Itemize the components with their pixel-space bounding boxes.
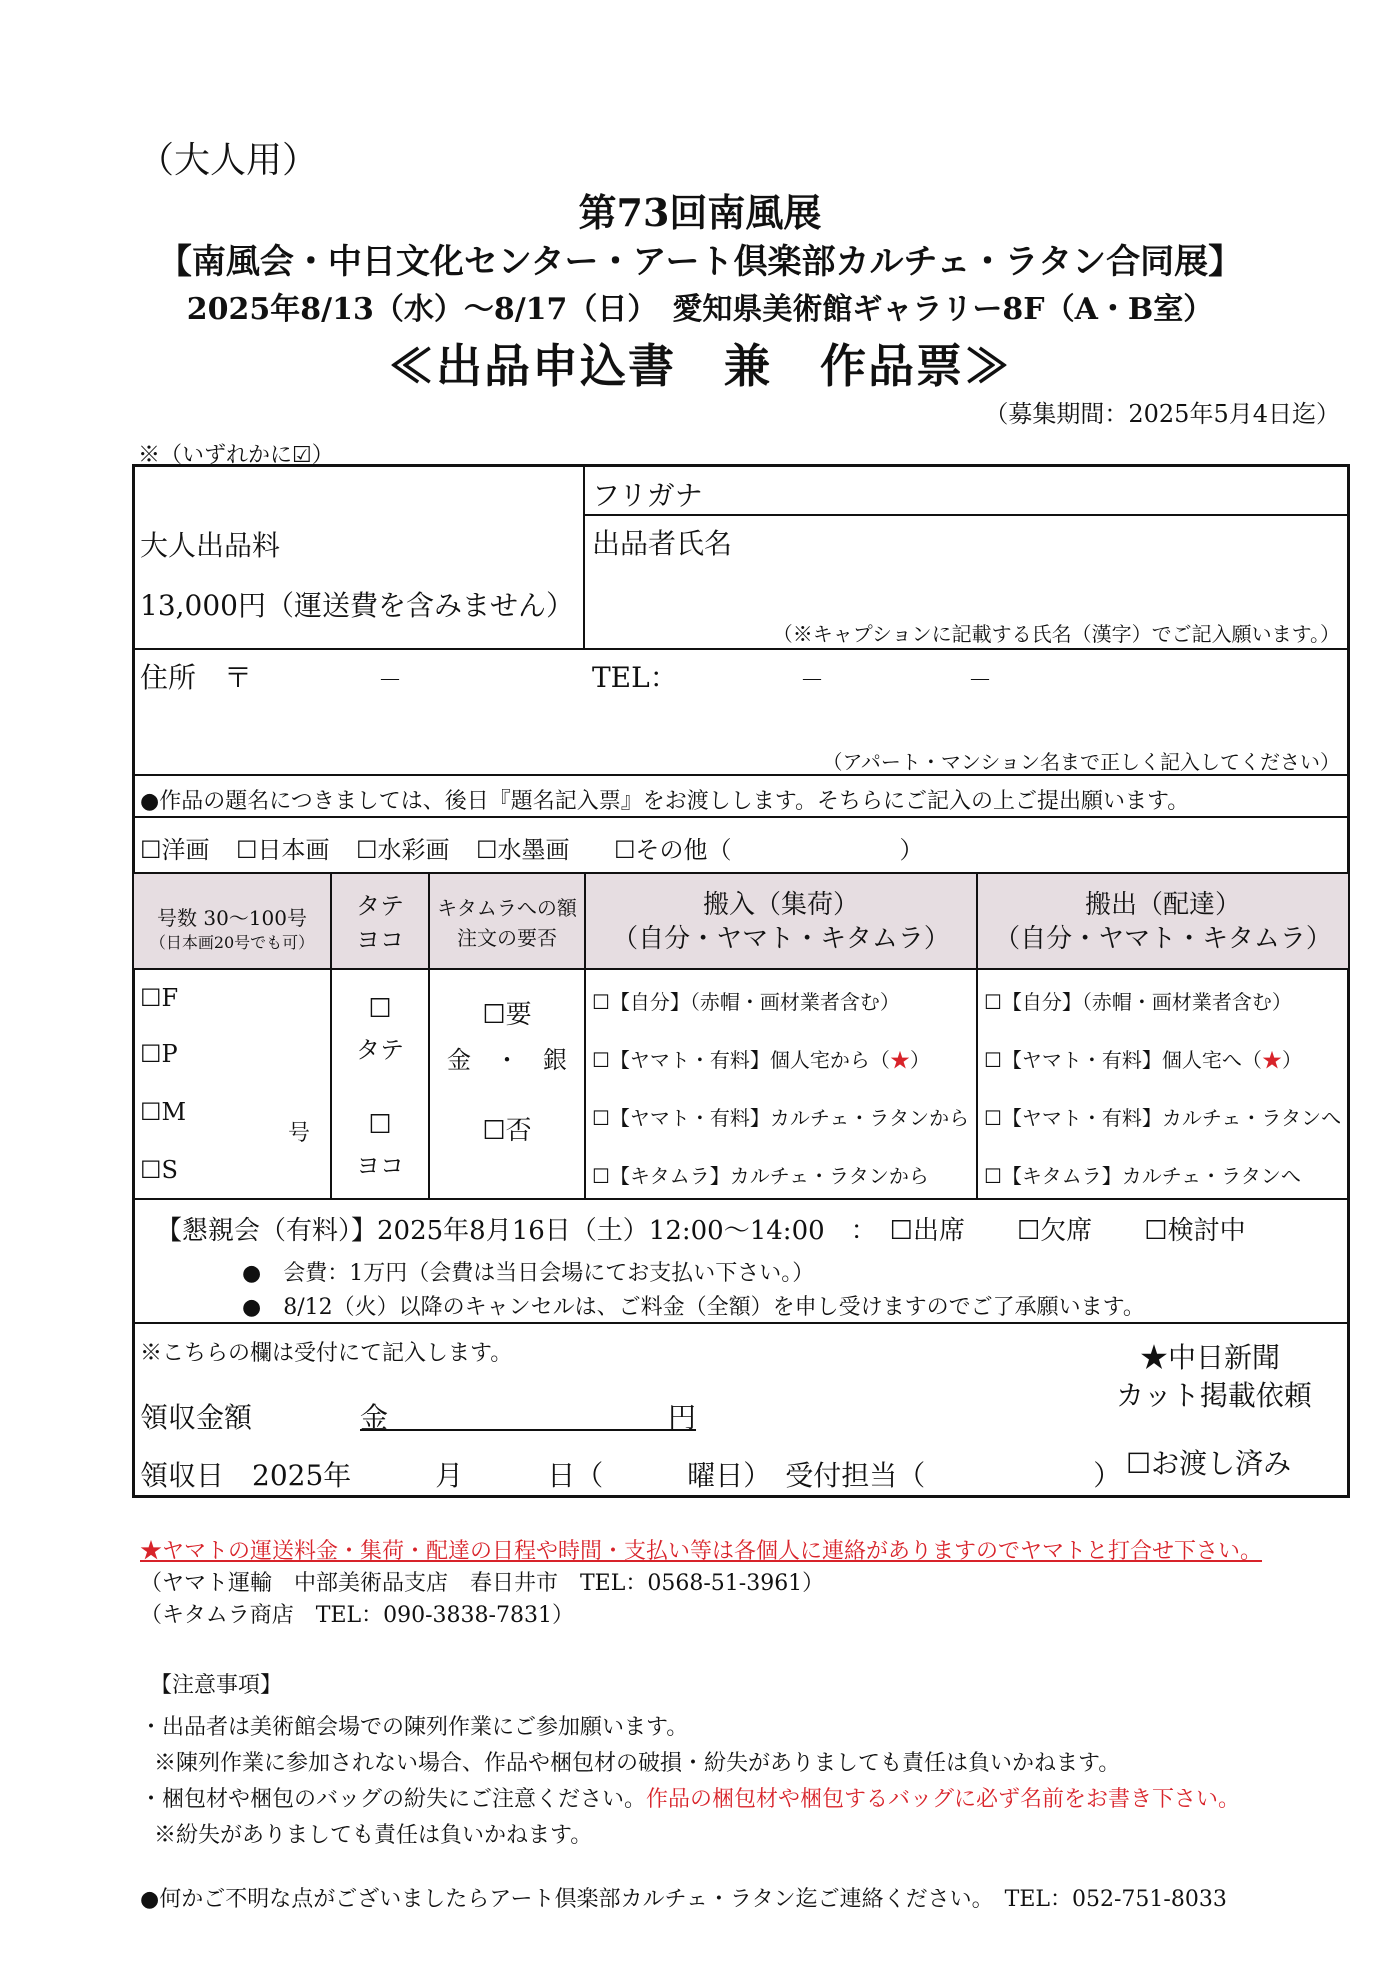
cautions-title: 【注意事項】: [150, 1673, 283, 1698]
orient-yoko-checkbox[interactable]: ☐: [368, 1110, 392, 1140]
tel-dash-2: －: [968, 666, 992, 694]
delivery-in-yamato-home[interactable]: [592, 1044, 930, 1073]
name-label: 出品者氏名: [592, 527, 733, 560]
amount-label: 領収金額: [140, 1401, 253, 1434]
address-field[interactable]: [250, 700, 1330, 740]
header-frame-1: キタムラへの額: [437, 896, 577, 920]
delivery-in-self[interactable]: ☐【自分】（赤帽・画材業者含む）: [592, 990, 900, 1014]
handed-checkbox[interactable]: ☐お渡し済み: [1126, 1447, 1292, 1480]
title-notice: ●作品の題名につきましては、後日『題名記入票』をお渡しします。そちらにご記入の上ご提出願います。: [140, 789, 1190, 814]
yamato-notice: ★ヤマトの運送料金・集荷・配達の日程や時間・支払い等は各個人に連絡がありますのでヤマトと打合せ下さい。: [140, 1539, 1263, 1564]
header-delivery-in: 搬入（集荷）: [702, 890, 859, 920]
exhibition-subtitle: 【南風会・中日文化センター・アート倶楽部カルチェ・ラタン合同展】: [157, 242, 1243, 282]
caution-1: ・出品者は美術館会場での陳列作業にご参加願います。: [140, 1715, 689, 1740]
reception-note: ※こちらの欄は受付にて記入します。: [140, 1341, 513, 1366]
size-p-checkbox[interactable]: ☐P: [140, 1040, 178, 1068]
delivery-out-yamato-store[interactable]: ☐【ヤマト・有料】カルチェ・ラタンへ: [984, 1106, 1342, 1130]
orient-yoko-label: ヨコ: [356, 1152, 404, 1180]
dates-venue: 2025年8/13（水）～8/17（日） 愛知県美術館ギャラリー8F（A・B室）: [186, 292, 1214, 327]
party-fee: ● 会費：1万円（会費は当日会場にてお支払い下さい。）: [242, 1261, 815, 1286]
genre-watercolor[interactable]: ☐水彩画: [356, 836, 450, 864]
size-f-checkbox[interactable]: ☐F: [140, 984, 179, 1012]
exhibition-title: 第73回南風展: [578, 190, 822, 235]
tel-label: TEL：: [592, 661, 678, 694]
fee-label: 大人出品料: [140, 529, 281, 562]
fee-value: 13,000円（運送費を含みません）: [140, 589, 574, 622]
party-cancel-policy: ● 8/12（火）以降のキャンセルは、ご料金（全額）を申し受けますのでご了承願います。: [242, 1295, 1145, 1320]
delivery-in-yamato-home-label: ☐【ヤマト・有料】個人宅から（: [592, 1048, 890, 1072]
frame-gold-silver[interactable]: 金 ・ 銀: [447, 1046, 567, 1074]
name-field[interactable]: [600, 560, 1340, 610]
caution-1b: ※陳列作業に参加されない場合、作品や梱包材の破損・紛失がありましても責任は負いかねます。: [154, 1751, 1121, 1776]
header-delivery-out-sub: （自分・ヤマト・キタムラ）: [994, 924, 1332, 954]
name-note: （※キャプションに記載する氏名（漢字）でご記入願います。）: [772, 622, 1340, 646]
receipt-date-line[interactable]: 領収日 2025年 月 日（ 曜日） 受付担当（ ）: [140, 1459, 1122, 1492]
paren-close: ）: [1281, 1048, 1302, 1072]
delivery-in-yamato-store[interactable]: ☐【ヤマト・有料】カルチェ・ラタンから: [592, 1106, 970, 1130]
genre-western[interactable]: ☐洋画: [140, 836, 210, 864]
delivery-in-kitamura[interactable]: ☐【キタムラ】カルチェ・ラタンから: [592, 1164, 929, 1188]
star-icon: ★: [1261, 1048, 1282, 1072]
address-note: （アパート・マンション名まで正しく記入してください）: [822, 750, 1340, 774]
check-note: ※（いずれかに☑）: [138, 443, 334, 468]
orient-tate-checkbox[interactable]: ☐: [368, 994, 392, 1024]
delivery-out-yamato-home[interactable]: [984, 1044, 1302, 1073]
size-s-checkbox[interactable]: ☐S: [140, 1156, 178, 1184]
genre-ink[interactable]: ☐水墨画: [476, 836, 570, 864]
furigana-field[interactable]: [700, 470, 1340, 510]
header-frame-2: 注文の要否: [457, 926, 557, 950]
header-delivery-out: 搬出（配達）: [1084, 890, 1241, 920]
category-label: （大人用）: [138, 140, 319, 181]
header-size-note: （日本画20号でも可）: [149, 933, 315, 952]
contact-line: ●何かご不明な点がございましたらアート倶楽部カルチェ・ラタン迄ご連絡ください。 TEL：052-751-8033: [140, 1887, 1227, 1912]
caution-2b: ※紛失がありましても責任は負いかねます。: [154, 1823, 593, 1848]
size-unit: 号: [288, 1121, 311, 1146]
postal-dash: －: [378, 666, 402, 694]
header-delivery-in-sub: （自分・ヤマト・キタムラ）: [612, 924, 950, 954]
caution-2: [140, 1782, 1240, 1813]
furigana-label: フリガナ: [592, 479, 703, 512]
kitamura-contact: （キタムラ商店 TEL：090-3838-7831）: [140, 1603, 574, 1628]
delivery-out-yamato-home-label: ☐【ヤマト・有料】個人宅へ（: [984, 1048, 1262, 1072]
frame-required-checkbox[interactable]: ☐要: [482, 1000, 532, 1030]
orient-tate-label: タテ: [356, 1036, 404, 1064]
star-icon: ★: [889, 1048, 910, 1072]
caution-2-text: ・梱包材や梱包のバッグの紛失にご注意ください。: [140, 1787, 647, 1812]
tel-dash-1: －: [800, 666, 824, 694]
caution-2-warning: 作品の梱包材や梱包するバッグに必ず名前をお書き下さい。: [646, 1787, 1241, 1812]
genre-japanese[interactable]: ☐日本画: [236, 836, 330, 864]
frame-not-required-checkbox[interactable]: ☐否: [482, 1116, 532, 1146]
genre-other[interactable]: ☐その他（ ）: [614, 836, 924, 864]
delivery-out-self[interactable]: ☐【自分】（赤帽・画材業者含む）: [984, 990, 1292, 1014]
delivery-out-kitamura[interactable]: ☐【キタムラ】カルチェ・ラタンへ: [984, 1164, 1301, 1188]
application-period: （募集期間：2025年5月4日迄）: [984, 400, 1340, 428]
header-orient-yoko: ヨコ: [356, 926, 404, 954]
paren-close: ）: [909, 1048, 930, 1072]
header-orient-tate: タテ: [356, 892, 404, 920]
yamato-contact: （ヤマト運輸 中部美術品支店 春日井市 TEL：0568-51-3961）: [140, 1571, 825, 1596]
chunichi-label: ★中日新聞: [1140, 1341, 1281, 1374]
address-label: 住所 〒: [140, 661, 253, 694]
party-line[interactable]: 【懇親会（有料）】2025年8月16日（土）12:00～14:00 ： ☐出席 ☐欠席 ☐検討中: [156, 1216, 1246, 1246]
header-size: 号数 30～100号: [157, 906, 307, 930]
cut-request-label: カット掲載依頼: [1116, 1379, 1312, 1412]
size-m-checkbox[interactable]: ☐M: [140, 1098, 187, 1126]
form-title: ≪出品申込書 兼 作品票≫: [388, 339, 1012, 393]
amount-field[interactable]: 金 円: [360, 1401, 697, 1434]
